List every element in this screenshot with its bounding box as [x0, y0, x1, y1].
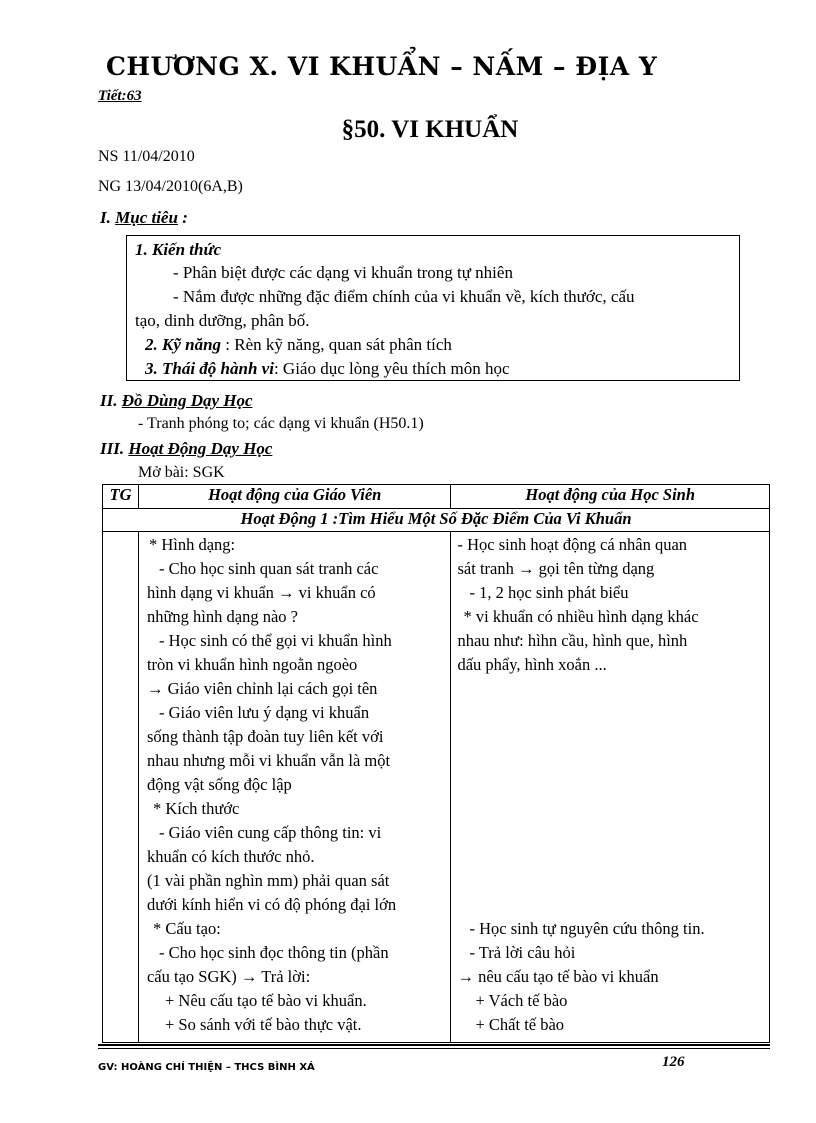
tg-cell — [103, 532, 139, 1043]
student-line: - Trả lời câu hỏi — [469, 943, 576, 962]
student-cell — [451, 532, 770, 1043]
student-line: → nêu cấu tạo tế bào vi khuẩn — [457, 967, 659, 986]
lesson-period: Tiết:63 — [98, 88, 142, 104]
teacher-line: động vật sống độc lập — [146, 775, 292, 794]
student-line: * vi khuẩn có nhiều hình dạng khác — [463, 607, 699, 626]
teacher-line: tròn vi khuẩn hình ngoằn ngoèo — [146, 655, 358, 674]
student-line: nhau như: hìhn cầu, hình que, hình — [457, 631, 688, 650]
intro-line: Mở bài: SGK — [138, 464, 225, 481]
teacher-line: - Cho học sinh quan sát tranh các — [158, 559, 379, 578]
student-line: + Vách tế bào — [475, 991, 568, 1010]
materials-title: Đồ Dùng Dạy Học — [121, 391, 253, 410]
student-line: sát tranh → gọi tên từng dạng — [457, 559, 655, 578]
objectives-heading — [100, 208, 188, 228]
footer-teacher: GV: HOÀNG CHÍ THIỆN – THCS BÌNH XÁ — [98, 1062, 315, 1073]
lesson-title: §50. VI KHUẨN — [341, 116, 519, 143]
activities-roman: III. — [100, 439, 125, 458]
teacher-line: cấu tạo SGK) → Trả lời: — [146, 967, 311, 986]
col-header-tg: TG — [103, 485, 139, 509]
attitude-label: 3. Thái độ hành vi — [145, 359, 274, 378]
teacher-line: khuẩn có kích thước nhỏ. — [146, 847, 315, 866]
skills-line — [145, 335, 452, 355]
teacher-content — [139, 532, 451, 1042]
teacher-line: + So sánh với tế bào thực vật. — [164, 1015, 362, 1034]
knowledge-heading: 1. Kiến thức — [135, 240, 222, 259]
activity-title-row — [103, 509, 770, 532]
table-header-row — [103, 485, 770, 509]
footer-rule-thick — [98, 1044, 770, 1046]
activity-title: Hoạt Động 1 :Tìm Hiểu Một Số Đặc Điểm Của Vi Khuẩn — [103, 509, 770, 532]
chapter-title: CHƯƠNG X. VI KHUẨN – NẤM – ĐỊA Y — [106, 52, 658, 81]
student-line: - 1, 2 học sinh phát biểu — [469, 583, 629, 602]
teacher-line: - Giáo viên lưu ý dạng vi khuẩn — [158, 703, 370, 722]
activity-table — [102, 484, 770, 1043]
activities-heading — [100, 439, 272, 459]
student-content — [451, 532, 769, 1042]
teacher-line: những hình dạng nào ? — [146, 607, 298, 626]
knowledge-line-2: - Nắm được những đặc điểm chính của vi khuẩn về, kích thước, cấu — [173, 287, 635, 306]
materials-line: - Tranh phóng to; các dạng vi khuẩn (H50.1) — [138, 415, 424, 432]
teacher-line: * Hình dạng: — [148, 535, 236, 554]
objectives-roman: I. — [100, 208, 111, 227]
page-number: 126 — [662, 1054, 685, 1070]
objectives-box — [126, 235, 740, 381]
teacher-cell — [138, 532, 451, 1043]
teacher-line: - Cho học sinh đọc thông tin (phần — [158, 943, 389, 962]
student-line: - Học sinh hoạt động cá nhân quan — [457, 535, 688, 554]
knowledge-line-3: tạo, dinh dưỡng, phân bố. — [135, 311, 310, 330]
teacher-line: → Giáo viên chỉnh lại cách gọi tên — [146, 679, 378, 698]
skills-text: : Rèn kỹ năng, quan sát phân tích — [221, 335, 452, 354]
col-header-teacher: Hoạt động của Giáo Viên — [138, 485, 451, 509]
table-row — [103, 532, 770, 1043]
teacher-line: - Giáo viên cung cấp thông tin: vi — [158, 823, 382, 842]
footer-rule-thin — [98, 1048, 770, 1049]
ns-date: NS 11/04/2010 — [98, 148, 195, 165]
teacher-line: * Cấu tạo: — [152, 919, 221, 938]
ng-date: NG 13/04/2010(6A,B) — [98, 178, 243, 195]
teacher-line: dưới kính hiển vi có độ phóng đại lớn — [146, 895, 397, 914]
activities-title: Hoạt Động Dạy Học — [128, 439, 273, 458]
objectives-colon: : — [177, 208, 188, 227]
student-line: + Chất tế bào — [475, 1015, 565, 1034]
teacher-line: + Nêu cấu tạo tế bào vi khuẩn. — [164, 991, 367, 1010]
student-line: dấu phẩy, hình xoắn ... — [457, 655, 607, 674]
teacher-line: nhau nhưng mỗi vi khuẩn vẫn là một — [146, 751, 391, 770]
col-header-student: Hoạt động của Học Sinh — [451, 485, 770, 509]
skills-label: 2. Kỹ năng — [145, 335, 222, 354]
teacher-line: (1 vài phần nghìn mm) phải quan sát — [146, 871, 390, 890]
teacher-line: * Kích thước — [152, 799, 240, 818]
objectives-title: Mục tiêu — [115, 208, 178, 227]
materials-roman: II. — [100, 391, 118, 410]
attitude-text: : Giáo dục lòng yêu thích môn học — [273, 359, 510, 378]
teacher-line: sống thành tập đoàn tuy liên kết với — [146, 727, 384, 746]
teacher-line: hình dạng vi khuẩn → vi khuẩn có — [146, 583, 376, 602]
teacher-line: - Học sinh có thể gọi vi khuẩn hình — [158, 631, 392, 650]
knowledge-line-1: - Phân biệt được các dạng vi khuẩn trong tự nhiên — [173, 263, 513, 282]
attitude-line — [145, 359, 510, 379]
student-line: - Học sinh tự nguyên cứu thông tin. — [469, 919, 705, 938]
materials-heading — [100, 391, 253, 411]
